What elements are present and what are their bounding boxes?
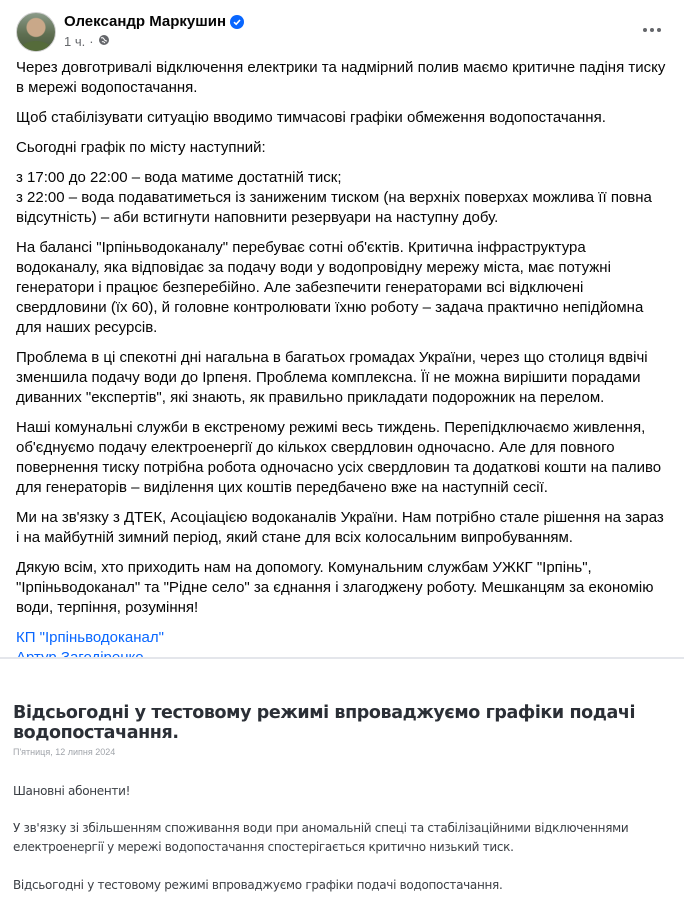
post-paragraph: Наші комунальні служби в екстреному режимі весь тиждень. Перепідключаємо живлення, об'єднуємо подачу електроенергії до кількох свердловин одночасно. Але для повного повернення тиску потрібна робота одночасно усіх свердловин та додаткові кошти на паливо для генераторів – виділення цих коштів передбачено вже на наступній сесії. [16,419,662,496]
author-name[interactable]: Олександр Маркушин [64,13,227,30]
post-meta [64,34,110,49]
post-paragraph: Сьогодні графік по місту наступний: [16,139,266,156]
post-header [16,12,668,56]
post-time[interactable]: 1 ч. [64,34,86,49]
post-paragraph: Ми на зв'язку з ДТЕК, Асоціацією водоканалів України. Нам потрібно стале рішення на зараз і на майбутній зимний період, який стане для всіх колосальним випробуванням. [16,509,664,546]
avatar[interactable] [16,12,56,52]
more-options-icon[interactable] [640,18,664,42]
post-paragraph: Дякую всім, хто приходить нам на допомогу. Комунальним службам УЖКГ "Ірпінь", "Ірпіньводоканал" та "Рідне село" за єднання і злагоджену роботу. Мешканцям за економію води, терпіння, розуміння! [16,559,654,616]
meta-separator: · [89,34,94,49]
embed-title: Відсьогодні у тестовому режимі впроваджуємо графіки подачі водопостачання. [13,703,636,743]
attached-image[interactable] [0,659,684,915]
globe-icon [98,34,110,49]
embed-footer: Відсьогодні у тестовому режимі впроваджуємо графіки подачі водопостачання. [13,878,503,892]
tag-link-irpinvodokanal[interactable]: КП "Ірпіньводоканал" [16,629,164,646]
post-content [16,58,668,668]
embed-date: П'ятниця, 12 липня 2024 [13,747,116,757]
author-name-row [64,13,244,30]
post-paragraph: На балансі "Ірпіньводоканалу" перебуває сотні об'єктів. Критична інфраструктура водоканалу, яка відповідає за подачу води у водопровідну мережу міста, має потужні генератори і працює безперебійно. Але забезпечити генераторами всі відключені свердловини (їх 60), й головне контролювати їхню роботу – задача практично непідйомна для наших ресурсів. [16,239,644,336]
embed-greeting: Шановні абоненти! [13,784,131,798]
post-paragraph: з 22:00 – вода подаватиметься із заниженим тиском (на верхніх поверхах можлива її повна відсутність) – аби встигнути наповнити резервуари на наступну добу. [16,189,652,226]
post-paragraph: Через довготривалі відключення електрики та надмірний полив маємо критичне падіня тиску в мережі водопостачання. [16,59,666,96]
post-paragraph: з 17:00 до 22:00 – вода матиме достатній тиск; [16,169,342,186]
post-paragraph: Щоб стабілізувати ситуацію вводимо тимчасові графіки обмеження водопостачання. [16,109,606,126]
embed-body: У зв'язку зі збільшенням споживання води при аномальній спеці та стабілізаційними відключеннями електроенергії у мережі водопостачання спостерігається критично низький тиск. [13,821,629,854]
verified-badge-icon [230,15,244,29]
post-paragraph: Проблема в ці спекотні дні нагальна в багатьох громадах України, через що столиця вдвічі зменшила подачу води до Ірпеня. Проблема комплексна. Її не можна вирішити порадами диванних "експертів", які знають, як правильно прикладати подорожник на перелом. [16,349,648,406]
